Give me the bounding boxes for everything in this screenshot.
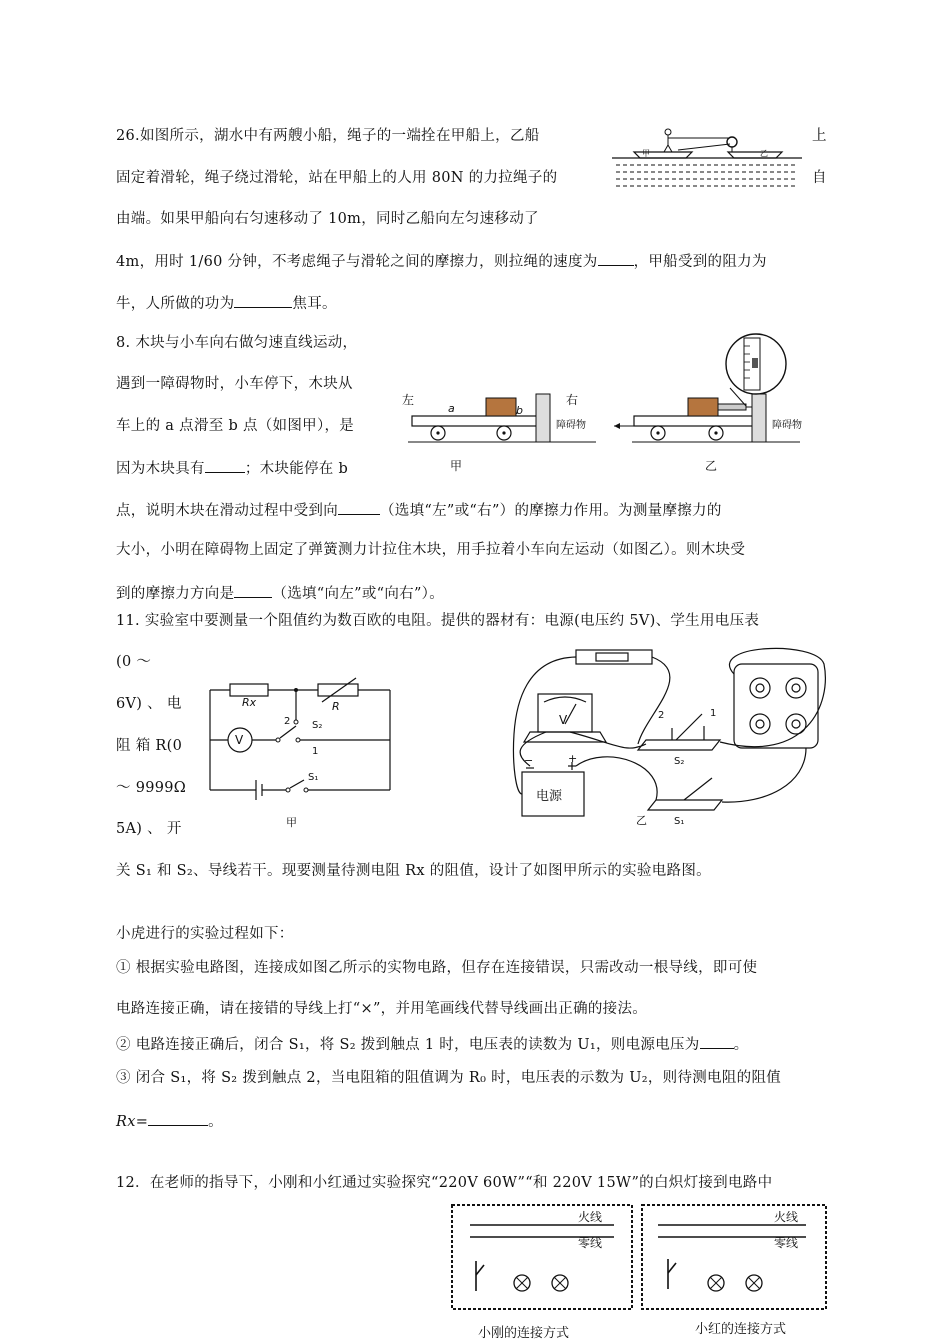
zero-line-left: 零线 (578, 1236, 603, 1250)
contact-1-label: 1 (312, 746, 319, 757)
wiring-figure (448, 1203, 832, 1313)
q8-line3: 车上的 a 点滑至 b 点（如图甲），是 (116, 418, 355, 434)
boat-b-label: 乙 (760, 149, 768, 158)
real-contact-2: 2 (658, 710, 665, 721)
q8-line6: 大小，小明在障碍物上固定了弹簧测力计拉住木块，用手拉着小车向左运动（如图乙）。则木块受 (116, 542, 746, 558)
q26-line5: 牛，人所做的功为 焦耳。 (116, 292, 337, 314)
q11-step1b: 电路连接正确，请在接错的导线上打“×”，并用笔画线代替导线画出正确的接法。 (116, 1001, 648, 1017)
q11-step3b: Rx= 。 (116, 1110, 223, 1132)
q11-side-0: (0 ～ (116, 654, 152, 670)
q11-line-after: 关 S₁ 和 S₂、导线若干。现要测量待测电阻 Rx 的阻值，设计了如图甲所示的实验电路图。 (116, 863, 711, 879)
rx-label: Rx (242, 696, 257, 709)
fire-line-left: 火线 (578, 1210, 603, 1224)
left-label: 左 (402, 393, 415, 407)
cart-cap-2: 乙 (705, 459, 718, 473)
cart-figure (400, 330, 830, 480)
q11-line1: 11. 实验室中要测量一个阻值约为数百欧的电阻。提供的器材有：电源(电压约 5V)、学生用电压表 (116, 613, 760, 629)
q11-step2: ② 电路连接正确后，闭合 S₁，将 S₂ 拨到触点 1 时，电压表的读数为 U₁，则电源电压为 。 (116, 1033, 748, 1055)
cart-cap-1: 甲 (450, 459, 463, 473)
q11-side-3: ～ 9999Ω (116, 780, 187, 796)
zero-line-right: 零线 (774, 1236, 799, 1250)
q8-line5: 点，说明木块在滑动过程中受到向 （选填“左”或“右”）的摩擦力作用。为测量摩擦力的 (116, 499, 722, 521)
q11-intro: 小虎进行的实验过程如下： (116, 926, 294, 942)
q26-line1: 26.如图所示，湖水中有两艘小船，绳子的一端拴在甲船上，乙船 (116, 128, 540, 144)
real-cap: 乙 (636, 814, 647, 827)
obstacle-label-1: 障碍物 (556, 420, 586, 431)
plus-label: + (568, 752, 578, 765)
fire-line-right: 火线 (774, 1210, 799, 1224)
real-s1-label: S₁ (674, 816, 685, 827)
circuit-cap: 甲 (286, 816, 297, 829)
q8-line7: 到的摩擦力方向是 （选填“向左”或“向右”）。 (116, 582, 444, 604)
real-contact-1: 1 (710, 708, 717, 719)
q11-side-2: 阻 箱 R(0 (116, 738, 183, 754)
q26-line3: 由端。如果甲船向右匀速移动了 10m，同时乙船向左匀速移动了 (116, 211, 539, 227)
s2-label: S₂ (312, 720, 323, 731)
boat-a-label: 甲 (642, 149, 650, 158)
real-circuit (506, 644, 826, 830)
s1-label: S₁ (308, 772, 319, 783)
q11-step1a: ① 根据实验电路图，连接成如图乙所示的实物电路，但存在连接错误，只需改动一根导线，即可使 (116, 960, 758, 976)
right-label: 右 (566, 393, 579, 407)
power-label: 电源 (536, 789, 563, 804)
contact-2-label: 2 (284, 716, 291, 727)
q12-line1: 12．在老师的指导下，小刚和小红通过实验探究“220V 60W”“和 220V 15W”的白炽灯接到电路中 (116, 1175, 773, 1191)
point-b: b (516, 404, 523, 417)
point-a: a (448, 402, 455, 415)
q26-line4: 4m，用时 1/60 分钟，不考虑绳子与滑轮之间的摩擦力，则拉绳的速度为 ，甲船受到的阻力为 (116, 250, 767, 272)
q26-line2: 固定着滑轮，绳子绕过滑轮，站在甲船上的人用 80N 的力拉绳子的 (116, 170, 558, 186)
obstacle-label-2: 障碍物 (772, 420, 802, 431)
r-label: R (332, 700, 340, 713)
voltmeter-label: V (235, 733, 244, 747)
q8-line4: 因为木块具有 ；木块能停在 b (116, 457, 348, 479)
q11-side-4: 5A) 、 开 (116, 821, 182, 837)
q11-side-1: 6V) 、 电 (116, 696, 182, 712)
real-s2-label: S₂ (674, 756, 685, 767)
caption-left: 小刚的连接方式 (478, 1326, 570, 1341)
boat-figure (612, 122, 802, 188)
q8-line1: 8. 木块与小车向右做匀速直线运动， (116, 335, 358, 351)
circuit-diagram (200, 678, 400, 828)
q26-line1-end: 上 (812, 128, 827, 144)
minus-label: − (524, 754, 534, 767)
real-v-label: V (559, 713, 568, 727)
q11-step3a: ③ 闭合 S₁，将 S₂ 拨到触点 2，当电阻箱的阻值调为 R₀ 时，电压表的示数为 U₂，则待测电阻的阻值 (116, 1070, 782, 1086)
q26-line2-end: 自 (812, 170, 827, 186)
q8-line2: 遇到一障碍物时，小车停下，木块从 (116, 376, 353, 392)
caption-right: 小红的连接方式 (695, 1322, 787, 1337)
